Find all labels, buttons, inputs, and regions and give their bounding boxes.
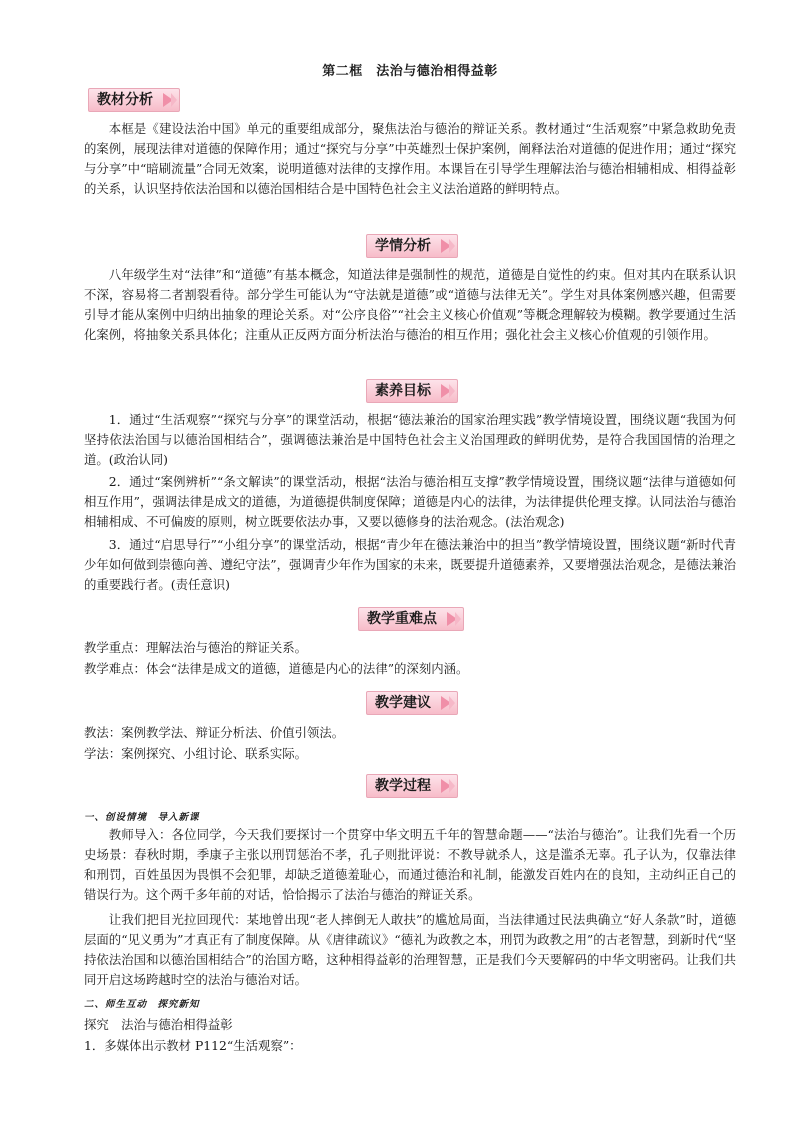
arrow-icon	[449, 384, 455, 398]
subsection-interaction: 二、师生互动 探究新知	[84, 999, 200, 1010]
arrow-icon	[171, 93, 177, 107]
heading-label: 素养目标	[375, 383, 431, 399]
arrow-icon	[449, 239, 455, 253]
heading-label: 教学过程	[375, 778, 431, 794]
heading-label: 教学重难点	[367, 611, 437, 627]
teaching-difficulty: 教学难点：体会“法律是成文的道德，道德是内心的法律”的深刻内涵。	[84, 661, 469, 676]
arrow-icon	[449, 779, 455, 793]
student-analysis-text: 八年级学生对“法律”和“道德”有基本概念，知道法律是强制性的规范，道德是自觉性的约束。但对其内在联系认识不深，容易将二者割裂看待。部分学生可能认为“守法就是道德”或“道德与法律无关”。学生对具体案例感兴趣，但需要引导才能从案例中归纳出抽象的理论关系。对“公序良俗”“社会主义核心价值观”等概念理解较为模糊。教学要通过生活化案例，将抽象关系具体化；注重从正反两方面分析法治与德治的相互作用；强化社会主义核心价值观的引领作用。	[84, 267, 736, 342]
section-heading-teaching-process	[366, 774, 458, 798]
step-1: 1．多媒体出示教材 P112“生活观察”：	[84, 1038, 302, 1053]
arrow-icon	[449, 696, 455, 710]
subsection-intro: 一、创设情境 导入新课	[84, 812, 200, 823]
teaching-method: 教法：案例教学法、辩证分析法、价值引领法。	[84, 725, 345, 740]
page-title: 第二框 法治与德治相得益彰	[322, 64, 498, 79]
section-heading-student-analysis	[366, 234, 458, 258]
arrow-icon	[455, 612, 461, 626]
heading-label: 学情分析	[375, 238, 431, 254]
section-heading-teaching-suggestions	[366, 691, 458, 715]
heading-label: 教学建议	[375, 695, 431, 711]
textbook-analysis-text: 本框是《建设法治中国》单元的重要组成部分，聚焦法治与德治的辩证关系。教材通过“生活观察”中紧急救助免责的案例，展现法律对道德的保障作用；通过“探究与分享”中英雄烈士保护案例，阐释法治对道德的促进作用；通过“探究与分享”中“暗刷流量”合同无效案，说明道德对法律的支撑作用。本课旨在引导学生理解法治与德治相辅相成、相得益彰的关系，认识坚持依法治国和以德治国相结合是中国特色社会主义法治道路的鲜明特点。	[84, 121, 736, 196]
inquiry-title: 探究 法治与德治相得益彰	[84, 1017, 233, 1032]
section-heading-textbook-analysis	[88, 88, 180, 112]
goal-item-1: 1．通过“生活观察”“探究与分享”的课堂活动，根据“德法兼治的国家治理实践”教学情境设置，围绕议题“我国为何坚持依法治国与以德治国相结合”，强调德法兼治是中国特色社会主义治国理政的鲜明优势，是符合我国国情的治理之道。(政治认同)	[84, 412, 736, 467]
intro-paragraph-2: 让我们把目光拉回现代：某地曾出现“老人摔倒无人敢扶”的尴尬局面，当法律通过民法典确立“好人条款”时，道德层面的“见义勇为”才真正有了制度保障。从《唐律疏议》“德礼为政教之本，刑罚为政教之用”的古老智慧，到新时代“坚持依法治国和以德治国相结合”的治国方略，这种相得益彰的治理智慧，正是我们今天要解码的中华文明密码。让我们共同开启这场跨越时空的法治与德治对话。	[84, 912, 736, 987]
intro-paragraph-1: 教师导入：各位同学，今天我们要探讨一个贯穿中华文明五千年的智慧命题——“法治与德治”。让我们先看一个历史场景：春秋时期，季康子主张以刑罚惩治不孝，孔子则批评说：不教导就杀人，这是滥杀无辜。孔子认为，仅靠法律和刑罚，百姓虽因为畏惧不会犯罪，却缺乏道德羞耻心，而通过德治和礼制，能激发百姓内在的良知，主动纠正自己的错误行为。这个两千多年前的对话，恰恰揭示了法治与德治的辩证关系。	[84, 827, 736, 902]
goal-item-3: 3．通过“启思导行”“小组分享”的课堂活动，根据“青少年在德法兼治中的担当”教学情境设置，围绕议题“新时代青少年如何做到崇德向善、遵纪守法”，强调青少年作为国家的未来，既要提升道德素养，又要增强法治观念，是德法兼治的重要践行者。(责任意识)	[84, 537, 736, 592]
section-heading-literacy-goals	[366, 379, 458, 403]
learning-method: 学法：案例探究、小组讨论、联系实际。	[84, 746, 308, 761]
heading-label: 教材分析	[97, 92, 153, 108]
teaching-key-point: 教学重点：理解法治与德治的辩证关系。	[84, 640, 308, 655]
section-heading-key-difficulties	[358, 607, 464, 631]
goal-item-2: 2．通过“案例辨析”“条文解读”的课堂活动，根据“法治与德治相互支撑”教学情境设置，围绕议题“法律与道德如何相互作用”，强调法律是成文的道德，为道德提供制度保障；道德是内心的法律，为法律提供伦理支撑。认同法治与德治相辅相成、不可偏废的原则，树立既要依法办事，又要以德修身的法治观念。(法治观念)	[84, 474, 736, 529]
